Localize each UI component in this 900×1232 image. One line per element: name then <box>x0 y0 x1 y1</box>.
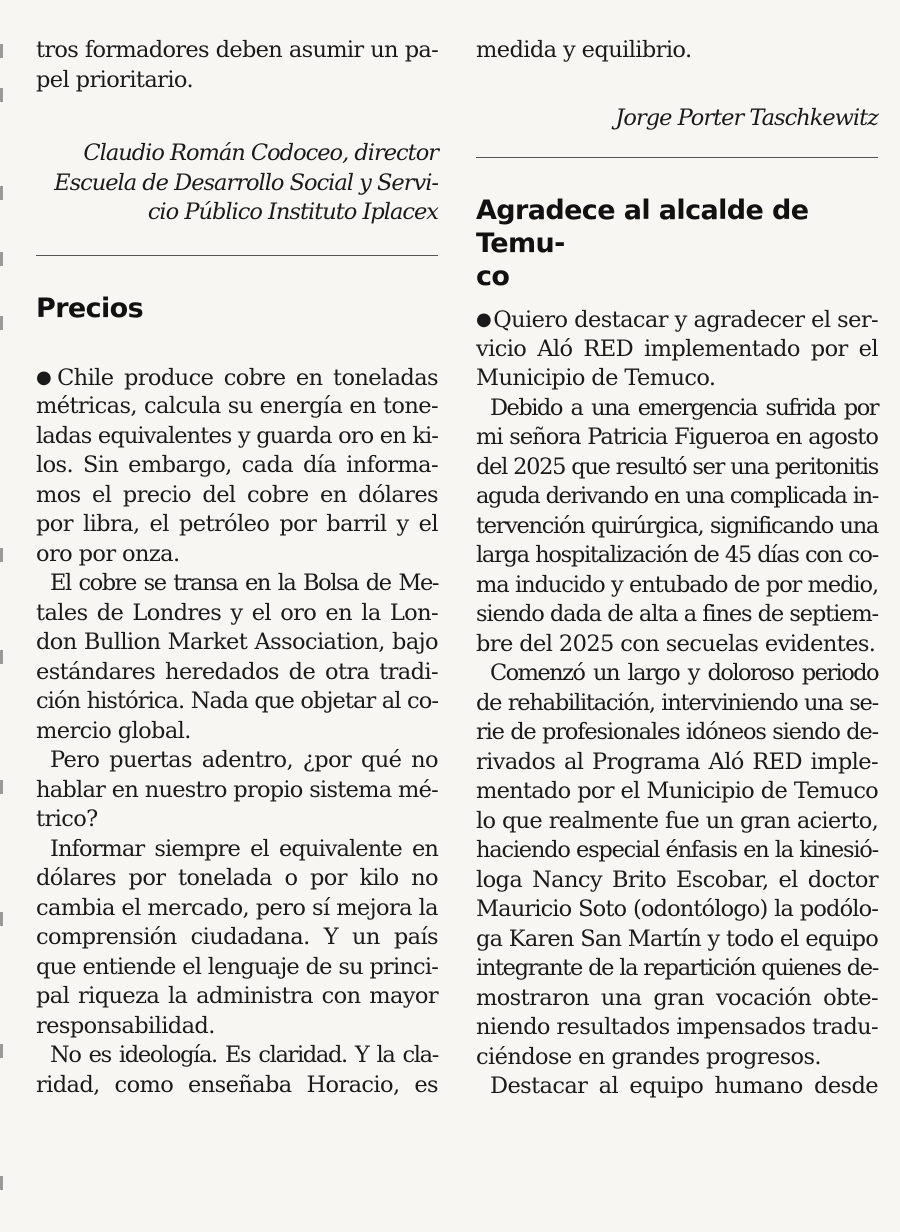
text-line: trico? <box>36 806 98 832</box>
right-signature <box>476 104 878 134</box>
heading-line: co <box>476 261 510 292</box>
text-line: por libra, el petróleo por barril y el <box>36 511 438 537</box>
text-line: medida y equilibrio. <box>476 37 692 63</box>
text-line: los. Sin embargo, cada día informa- <box>36 452 438 478</box>
text-line: que entiende el lenguaje de su princi- <box>36 953 438 980</box>
text-line: rie de profesionales idóneos siendo de- <box>476 719 878 745</box>
text-line: Mauricio Soto (odontólogo) la podólo- <box>476 896 878 922</box>
text-line: cambia el mercado, pero sí mejora la <box>36 894 438 921</box>
text-line: pel prioritario. <box>36 66 194 93</box>
text-line: No es ideología. Es claridad. Y la cla- <box>50 1042 438 1068</box>
section-divider <box>476 157 878 158</box>
letter-body-precios <box>36 363 438 1101</box>
text-line: vicio Aló RED implementado por el <box>476 335 878 362</box>
text-line: integrante de la repartición quienes de- <box>476 955 878 981</box>
text-line: ma inducido y entubado de por medio, <box>476 571 878 598</box>
text-line: tervención quirúrgica, significando una <box>476 512 878 539</box>
text-line: Comenzó un largo y doloroso periodo <box>490 660 878 686</box>
signature-line: Jorge Porter Taschkewitz <box>615 104 878 131</box>
letter-body-agradece <box>476 305 878 1102</box>
signature-line: cio Público Instituto Iplacex <box>147 199 438 225</box>
text-line: Informar siempre el equivalente en <box>50 835 438 862</box>
text-line: ga Karen San Martín y todo el equipo <box>476 925 878 952</box>
bullet-icon: ● <box>476 309 492 330</box>
heading-line: Agradece al alcalde de Temu- <box>476 195 809 259</box>
text-line: ción histórica. Nada que objetar al co- <box>36 688 438 714</box>
text-line-content: Quiero destacar y agradecer el ser- <box>493 307 879 333</box>
text-line: El cobre se transa en la Bolsa de Me- <box>50 570 438 596</box>
section-heading-precios: Precios <box>36 292 144 324</box>
text-line: mercio global. <box>36 717 191 744</box>
text-line: rivados al Programa Aló RED imple- <box>476 748 878 775</box>
text-line-content: Chile produce cobre en toneladas <box>57 364 438 391</box>
text-line: pal riqueza la administra con mayor <box>36 983 438 1009</box>
text-line: dólares por tonelada o por kilo no <box>36 865 438 891</box>
text-line: bre del 2025 con secuelas evidentes. <box>476 630 876 657</box>
text-line: del 2025 que resultó ser una peritonitis <box>476 453 878 480</box>
text-line: ridad, como enseñaba Horacio, es <box>36 1071 438 1098</box>
text-line <box>36 363 438 393</box>
text-line: hablar en nuestro propio sistema mé- <box>36 776 438 803</box>
text-line: mi señora Patricia Figueroa en agosto <box>476 424 878 450</box>
right-column <box>476 36 878 1102</box>
text-line: de rehabilitación, interviniendo una se- <box>476 689 878 716</box>
text-line: Debido a una emergencia sufrida por <box>490 394 878 421</box>
bullet-icon: ● <box>36 366 56 388</box>
left-intro <box>36 36 438 95</box>
text-line: larga hospitalización de 45 días con co- <box>476 542 878 568</box>
signature-line: Claudio Román Codoceo, director <box>83 140 438 166</box>
text-line: comprensión ciudadana. Y un país <box>36 924 438 950</box>
text-line: mostraron una gran vocación obte- <box>476 984 878 1011</box>
left-column <box>36 36 438 1100</box>
text-line: haciendo especial énfasis en la kinesió- <box>476 837 878 863</box>
left-signature <box>36 139 438 228</box>
text-line: don Bullion Market Association, bajo <box>36 629 438 655</box>
gutter-marks <box>0 0 8 1232</box>
text-line: métricas, calcula su energía en tone- <box>36 393 438 419</box>
text-line: Pero puertas adentro, ¿por qué no <box>50 747 438 773</box>
text-line: tros formadores deben asumir un pa- <box>36 37 438 63</box>
text-line: estándares heredados de otra tradi- <box>36 658 438 685</box>
text-line: Municipio de Temuco. <box>476 365 716 391</box>
signature-line: Escuela de Desarrollo Social y Servi- <box>54 169 438 196</box>
text-line <box>476 305 878 335</box>
text-line: ciéndose en grandes progresos. <box>476 1043 821 1070</box>
text-line: siendo dada de alta a fines de septiem- <box>476 601 878 627</box>
text-line: ladas equivalentes y guarda oro en ki- <box>36 422 438 449</box>
right-intro <box>476 36 878 66</box>
text-line: mos el precio del cobre en dólares <box>36 481 438 508</box>
text-line: mentado por el Municipio de Temuco <box>476 778 878 804</box>
text-line: niendo resultados impensados tradu- <box>476 1014 879 1040</box>
text-line: responsabilidad. <box>36 1012 215 1039</box>
text-line: aguda derivando en una complicada in- <box>476 483 878 509</box>
text-line: oro por onza. <box>36 540 180 567</box>
text-line: Destacar al equipo humano desde <box>490 1073 878 1099</box>
text-line: lo que realmente fue un gran acierto, <box>476 807 878 834</box>
section-heading-agradece <box>476 194 878 293</box>
text-line: loga Nancy Brito Escobar, el doctor <box>476 866 878 893</box>
section-divider <box>36 255 438 256</box>
text-line: tales de Londres y el oro en la Lon- <box>36 599 438 626</box>
